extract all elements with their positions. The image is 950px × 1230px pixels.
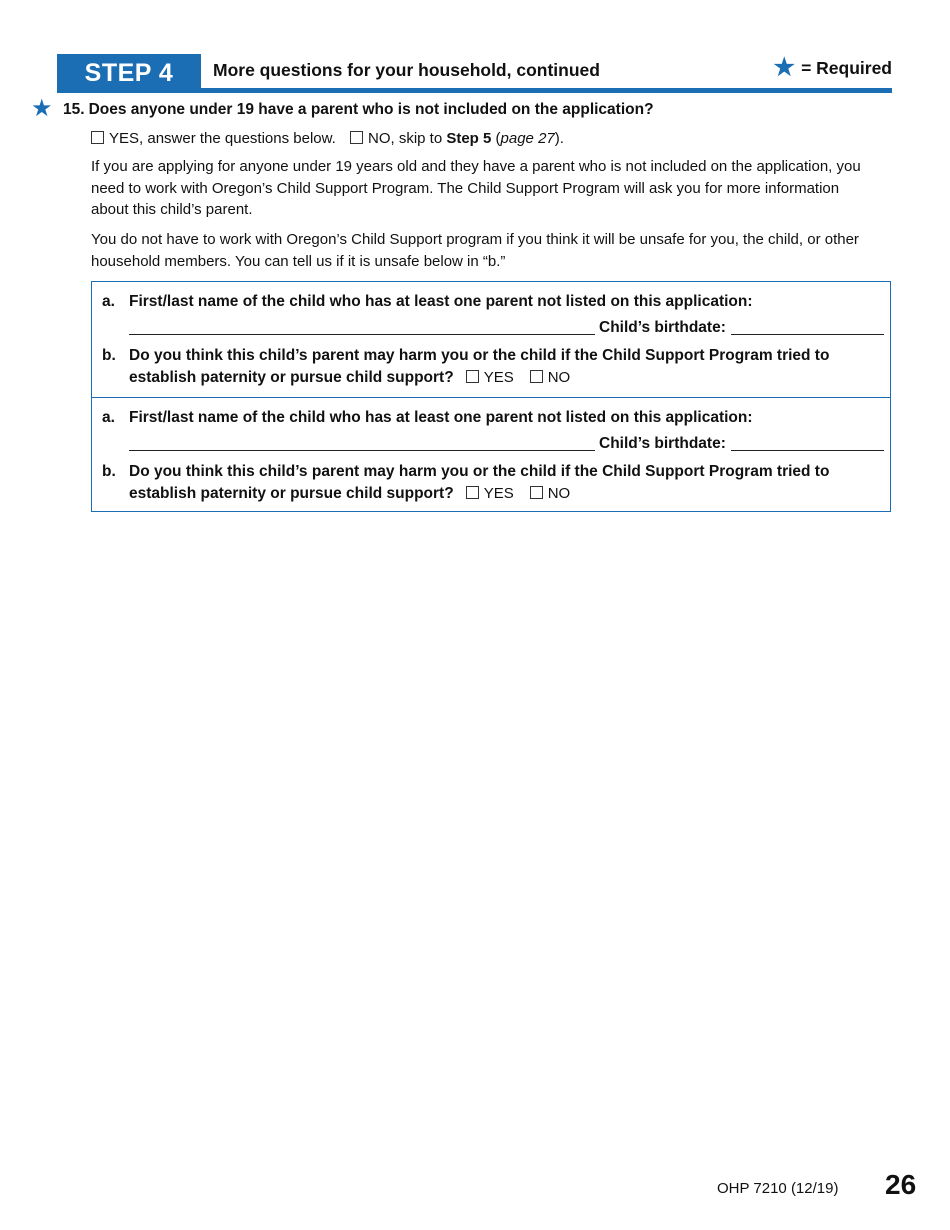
no-option-page: page 27 xyxy=(500,130,555,147)
step-badge: STEP 4 xyxy=(57,54,201,93)
page-number: 26 xyxy=(885,1169,917,1200)
child-entries-box xyxy=(91,281,891,512)
birthdate-field[interactable] xyxy=(731,450,884,451)
form-code: OHP 7210 (12/19) xyxy=(717,1180,839,1197)
page-title: More questions for your household, continued xyxy=(213,60,600,80)
child-entry xyxy=(92,282,890,397)
yes-checkbox[interactable] xyxy=(91,131,104,144)
harm-no-checkbox[interactable] xyxy=(530,486,543,499)
harm-yes-option: YES xyxy=(466,369,514,386)
birthdate-label: Child’s birthdate: xyxy=(599,435,726,452)
step-header xyxy=(57,54,892,94)
question-number: 15. xyxy=(63,101,85,118)
yes-option-label: YES, answer the questions below. xyxy=(109,130,336,147)
harm-yes-option: YES xyxy=(466,485,514,502)
harm-no-checkbox[interactable] xyxy=(530,370,543,383)
child-entry xyxy=(92,397,890,513)
question-15-options: YES, answer the questions below. NO, skip to Step 5 (page 27). xyxy=(91,130,564,147)
child-name-field[interactable] xyxy=(129,334,595,335)
harm-question: b. Do you think this child’s parent may harm you or the child if the Child Support Program tried to establish paternity or pursue child support? YES NO xyxy=(102,463,830,502)
question-15-title xyxy=(63,101,654,119)
required-star-icon: ★ xyxy=(773,54,796,81)
child-name-field[interactable] xyxy=(129,450,595,451)
question-text: Does anyone under 19 have a parent who is not included on the application? xyxy=(88,101,654,118)
birthdate-field[interactable] xyxy=(731,334,884,335)
harm-no-option: NO xyxy=(530,369,571,386)
birthdate-label: Child’s birthdate: xyxy=(599,319,726,336)
no-option-label: NO, skip to xyxy=(367,130,447,147)
required-legend xyxy=(774,56,892,80)
required-star-icon: ★ xyxy=(31,95,53,122)
instructions-paragraph: If you are applying for anyone under 19 years old and they have a parent who is not included on the application, you need to work with Oregon’s Child Support Program. The Child Support Program will ask you for more information about this child’s parent. xyxy=(91,158,861,218)
no-option-step: Step 5 xyxy=(446,130,492,147)
harm-yes-checkbox[interactable] xyxy=(466,486,479,499)
child-name-question: a. First/last name of the child who has at least one parent not listed on this application: xyxy=(102,409,753,426)
header-rule xyxy=(57,88,892,93)
safety-paragraph: You do not have to work with Oregon’s Child Support program if you think it will be unsafe for you, the child, or other household members. You can tell us if it is unsafe below in “b.” xyxy=(91,231,859,270)
required-label: = Required xyxy=(801,57,892,78)
harm-question: b. Do you think this child’s parent may harm you or the child if the Child Support Program tried to establish paternity or pursue child support? YES NO xyxy=(102,347,830,386)
no-checkbox[interactable] xyxy=(350,131,363,144)
harm-no-option: NO xyxy=(530,485,571,502)
child-name-question: a. First/last name of the child who has at least one parent not listed on this application: xyxy=(102,293,753,310)
harm-yes-checkbox[interactable] xyxy=(466,370,479,383)
